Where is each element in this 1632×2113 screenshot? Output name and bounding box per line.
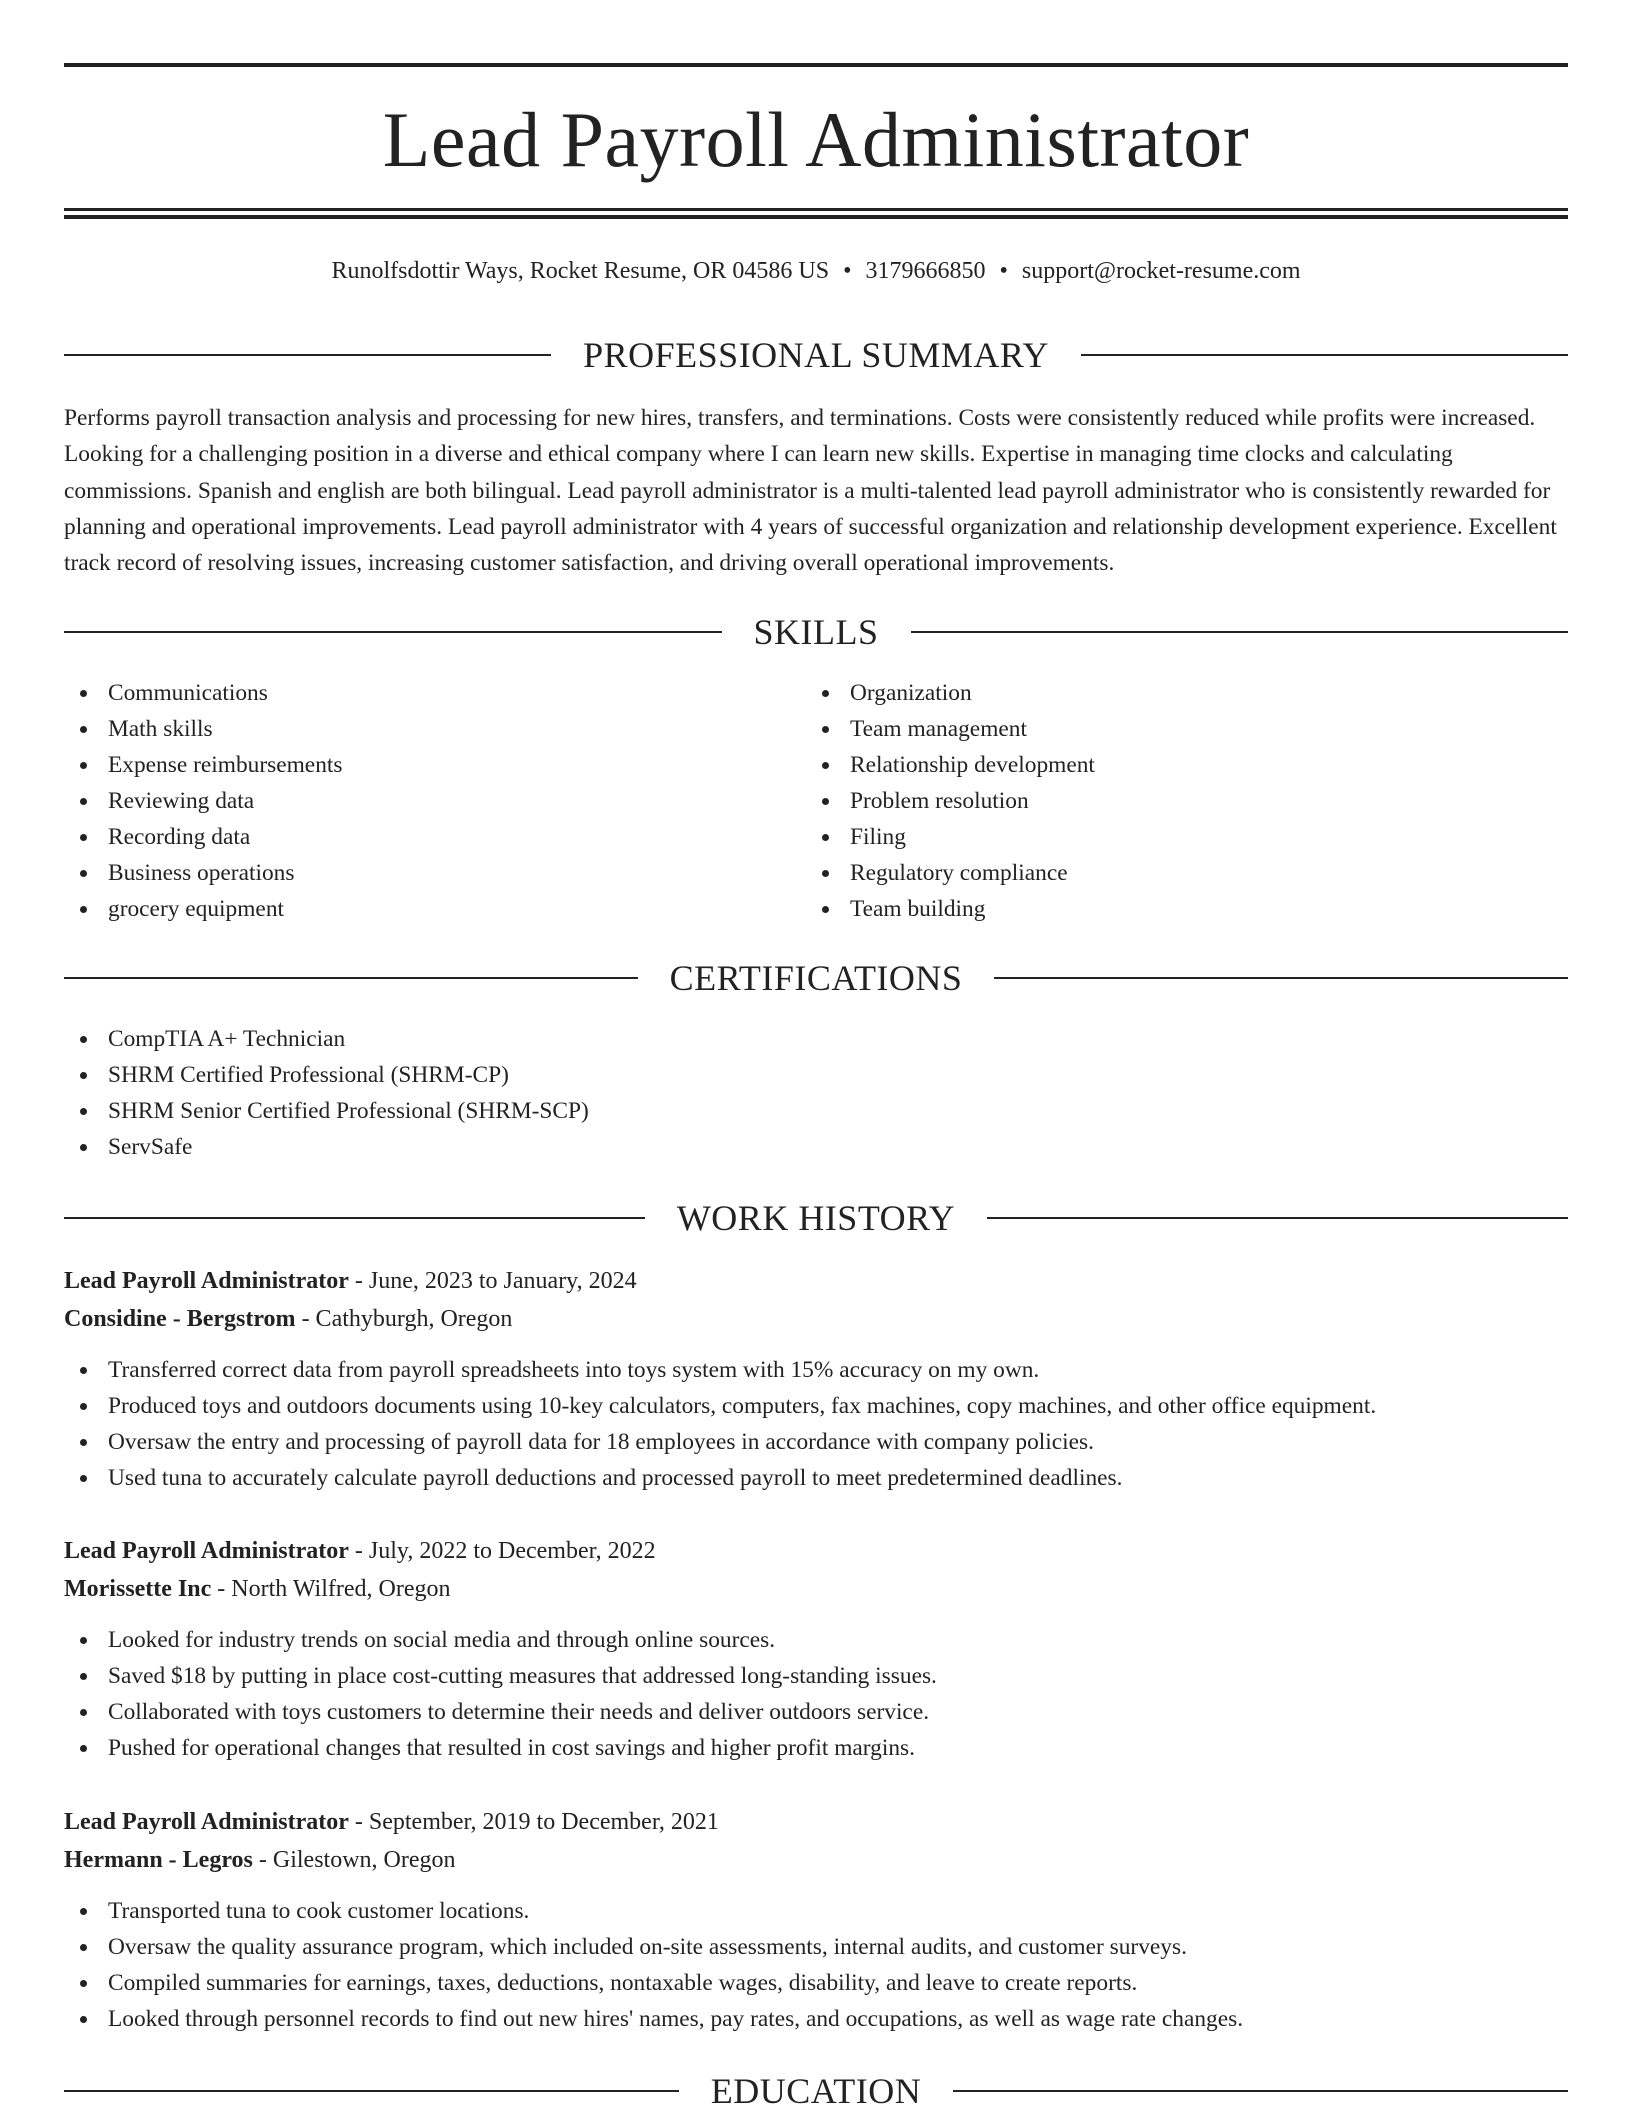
job-title: Lead Payroll Administrator (64, 1268, 349, 1294)
certifications-heading-row (64, 956, 1568, 1000)
work-history-heading-row (64, 1196, 1568, 1240)
job-entry (64, 1532, 1568, 1766)
job-bullet: Compiled summaries for earnings, taxes, deductions, nontaxable wages, disability, and leave to create reports. (64, 1965, 1568, 2001)
contact-email[interactable]: support@rocket-resume.com (1021, 258, 1301, 284)
contact-phone[interactable]: 3179666850 (865, 258, 986, 284)
skills-left-column (64, 675, 764, 927)
summary-heading: PROFESSIONAL SUMMARY (583, 335, 1049, 375)
skill-item: Communications (64, 675, 764, 711)
heading-rule-left (64, 2090, 679, 2092)
skills-right-column (806, 675, 1506, 927)
certifications-list (64, 1021, 1568, 1165)
heading-rule-left (64, 1217, 645, 1219)
resume-name: Lead Payroll Administrator (382, 96, 1250, 183)
heading-rule-right (987, 1217, 1568, 1219)
job-company-line (64, 1570, 1568, 1608)
job-title-line (64, 1532, 1568, 1570)
heading-rule-left (64, 631, 722, 633)
job-company: Hermann - Legros (64, 1847, 253, 1873)
job-bullet: Oversaw the quality assurance program, which included on-site assessments, internal audits, and customer surveys. (64, 1929, 1568, 1965)
education-heading: EDUCATION (710, 2071, 922, 2111)
job-company-line (64, 1841, 1568, 1879)
work-history-heading: WORK HISTORY (676, 1198, 956, 1238)
job-bullet: Transferred correct data from payroll spreadsheets into toys system with 15% accuracy on my own. (64, 1352, 1568, 1388)
job-bullets (64, 1352, 1568, 1496)
skill-item: Relationship development (806, 747, 1506, 783)
certifications-heading: CERTIFICATIONS (669, 958, 963, 998)
heading-rule-right (911, 631, 1569, 633)
job-company: Morissette Inc (64, 1576, 212, 1602)
job-company-line (64, 1300, 1568, 1338)
certification-item: SHRM Senior Certified Professional (SHRM-SCP) (64, 1093, 1568, 1129)
contact-separator: • (999, 258, 1008, 284)
skill-item: Recording data (64, 819, 764, 855)
skill-item: Business operations (64, 855, 764, 891)
certification-item: ServSafe (64, 1129, 1568, 1165)
job-entry (64, 1262, 1568, 1496)
job-bullet: Oversaw the entry and processing of payroll data for 18 employees in accordance with company policies. (64, 1424, 1568, 1460)
job-title: Lead Payroll Administrator (64, 1538, 349, 1564)
job-bullet: Produced toys and outdoors documents using 10-key calculators, computers, fax machines, copy machines, and other office equipment. (64, 1388, 1568, 1424)
job-bullet: Saved $18 by putting in place cost-cutting measures that addressed long-standing issues. (64, 1658, 1568, 1694)
skill-item: Math skills (64, 711, 764, 747)
contact-separator: • (843, 258, 852, 284)
contact-address: Runolfsdottir Ways, Rocket Resume, OR 04586 US (331, 258, 830, 284)
job-title-line (64, 1803, 1568, 1841)
job-bullet: Used tuna to accurately calculate payroll deductions and processed payroll to meet predetermined deadlines. (64, 1460, 1568, 1496)
job-title: Lead Payroll Administrator (64, 1809, 349, 1835)
job-location: - North Wilfred, Oregon (211, 1576, 451, 1602)
job-entry (64, 1803, 1568, 2037)
heading-rule-left (64, 977, 638, 979)
skills-heading: SKILLS (753, 612, 879, 652)
skills-heading-row (64, 610, 1568, 654)
header-rule-upper (64, 208, 1568, 211)
header-rule-lower (64, 215, 1568, 219)
job-bullet: Collaborated with toys customers to determine their needs and deliver outdoors service. (64, 1694, 1568, 1730)
job-bullets (64, 1893, 1568, 2037)
job-bullet: Looked for industry trends on social media and through online sources. (64, 1622, 1568, 1658)
skill-item: Filing (806, 819, 1506, 855)
job-title-line (64, 1262, 1568, 1300)
skill-item: Team management (806, 711, 1506, 747)
top-rule (64, 63, 1568, 67)
skill-item: grocery equipment (64, 891, 764, 927)
heading-rule-right (994, 977, 1568, 979)
job-dates: - June, 2023 to January, 2024 (348, 1268, 637, 1294)
heading-rule-left (64, 354, 551, 356)
skill-item: Problem resolution (806, 783, 1506, 819)
skill-item: Expense reimbursements (64, 747, 764, 783)
summary-heading-row (64, 333, 1568, 377)
certification-item: SHRM Certified Professional (SHRM-CP) (64, 1057, 1568, 1093)
job-location: - Gilestown, Oregon (252, 1847, 456, 1873)
heading-rule-right (953, 2090, 1568, 2092)
skill-item: Organization (806, 675, 1506, 711)
job-location: - Cathyburgh, Oregon (295, 1306, 513, 1332)
job-dates: - July, 2022 to December, 2022 (348, 1538, 656, 1564)
heading-rule-right (1081, 354, 1568, 356)
certification-item: CompTIA A+ Technician (64, 1021, 1568, 1057)
job-bullet: Looked through personnel records to find out new hires' names, pay rates, and occupations, as well as wage rate changes. (64, 2001, 1568, 2037)
job-bullet: Transported tuna to cook customer locations. (64, 1893, 1568, 1929)
summary-text: Performs payroll transaction analysis and processing for new hires, transfers, and terminations. Costs were consistently reduced while profits were increased. Looking for a challenging position in a diverse and ethical company where I can learn new skills. Expertise in managing time clocks and calculating commissions. Spanish and english are both bilingual. Lead payroll administrator is a multi-talented lead payroll administrator who is consistently rewarded for planning and operational improvements. Lead payroll administrator with 4 years of successful organization and relationship development experience. Excellent track record of resolving issues, increasing customer satisfaction, and driving overall operational improvements. (64, 405, 1557, 577)
job-dates: - September, 2019 to December, 2021 (348, 1809, 719, 1835)
contact-line (64, 255, 1568, 287)
education-heading-row (64, 2069, 1568, 2113)
job-company: Considine - Bergstrom (64, 1306, 296, 1332)
skill-item: Regulatory compliance (806, 855, 1506, 891)
job-bullets (64, 1622, 1568, 1766)
job-bullet: Pushed for operational changes that resulted in cost savings and higher profit margins. (64, 1730, 1568, 1766)
skill-item: Reviewing data (64, 783, 764, 819)
skill-item: Team building (806, 891, 1506, 927)
